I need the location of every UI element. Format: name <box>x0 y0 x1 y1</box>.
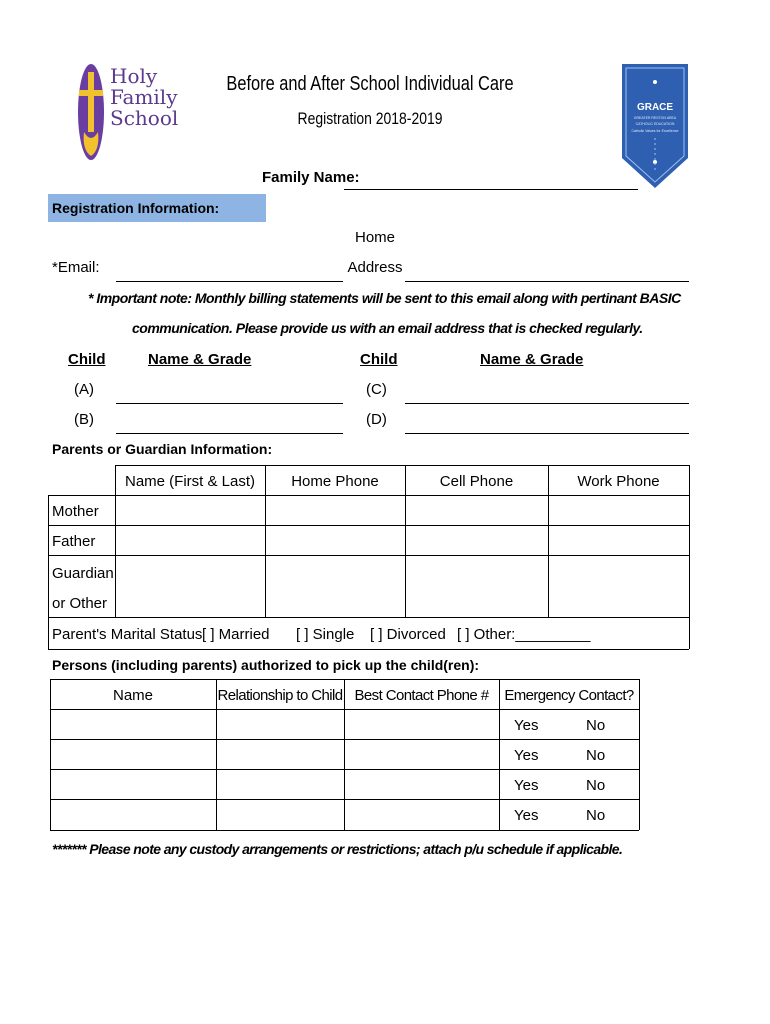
pickup-col-name: Name <box>112 687 153 704</box>
grace-banner-motto: Catholic Values for Excellence <box>631 129 679 133</box>
custody-note: ******* Please note any custody arrangements or restrictions; attach p/u schedule if applicable. <box>52 841 623 857</box>
father-name-cell[interactable] <box>116 526 264 554</box>
email-label: *Email: <box>52 259 100 276</box>
guardian-col-line <box>689 465 690 649</box>
logo-text-family: Family <box>110 85 178 109</box>
form-subtitle: Registration 2018-2019 <box>297 109 443 128</box>
guardian-col-home-phone: Home Phone <box>291 473 379 490</box>
emergency-no[interactable]: No <box>586 807 606 824</box>
child-c-label: (C) <box>366 381 387 398</box>
guardian-col-work-phone: Work Phone <box>577 473 660 490</box>
home-address-field[interactable] <box>405 281 689 282</box>
child-header-right: Child <box>360 351 398 368</box>
emergency-yes[interactable]: Yes <box>514 777 539 794</box>
pickup-name-cell[interactable] <box>51 710 215 738</box>
pickup-col-line <box>639 679 640 830</box>
name-grade-header-left: Name & Grade <box>148 351 252 368</box>
guardian-name-cell[interactable] <box>116 556 264 616</box>
father-cell-phone-cell[interactable] <box>406 526 547 554</box>
father-work-phone-cell[interactable] <box>549 526 688 554</box>
child-d-field[interactable] <box>405 433 689 434</box>
guardian-row-divider <box>48 617 689 618</box>
row-guardian-line2: or Other <box>52 595 108 612</box>
holy-family-school-logo <box>76 62 179 162</box>
pickup-table-bottom <box>50 830 639 831</box>
child-b-field[interactable] <box>116 433 343 434</box>
pickup-phone-cell[interactable] <box>345 800 498 829</box>
pickup-relationship-cell[interactable] <box>217 770 343 798</box>
emergency-yes[interactable]: Yes <box>514 807 539 824</box>
row-mother: Mother <box>52 503 99 520</box>
emergency-yes[interactable]: Yes <box>514 717 539 734</box>
registration-section-label: Registration Information: <box>52 200 220 216</box>
guardian-table-bottom <box>48 649 689 650</box>
marital-option-single[interactable]: [ ] Single <box>296 626 355 643</box>
guardian-work-phone-cell[interactable] <box>549 556 688 616</box>
guardian-col-line <box>48 495 49 649</box>
logo-text-school: School <box>110 106 179 130</box>
family-name-field[interactable] <box>344 189 638 190</box>
pickup-phone-cell[interactable] <box>345 710 498 738</box>
child-c-field[interactable] <box>405 403 689 404</box>
pickup-col-phone: Best Contact Phone # <box>354 687 489 704</box>
grace-banner-name: GRACE <box>636 102 674 113</box>
marital-option-other[interactable]: [ ] Other:_________ <box>457 626 591 643</box>
emergency-no[interactable]: No <box>586 717 606 734</box>
row-father: Father <box>52 533 96 550</box>
pickup-phone-cell[interactable] <box>345 770 498 798</box>
grace-banner-sub2: CATHOLIC EDUCATION <box>635 122 675 126</box>
pickup-section-label: Persons (including parents) authorized to pick up the child(ren): <box>52 657 480 673</box>
emergency-no[interactable]: No <box>586 777 606 794</box>
guardian-cell-phone-cell[interactable] <box>406 556 547 616</box>
pickup-name-cell[interactable] <box>51 770 215 798</box>
pickup-col-emergency: Emergency Contact? <box>504 687 634 704</box>
pickup-name-cell[interactable] <box>51 800 215 829</box>
mother-name-cell[interactable] <box>116 496 264 524</box>
guardian-home-phone-cell[interactable] <box>266 556 404 616</box>
father-home-phone-cell[interactable] <box>266 526 404 554</box>
guardian-col-name: Name (First & Last) <box>124 473 256 490</box>
child-b-label: (B) <box>74 411 94 428</box>
emergency-yes[interactable]: Yes <box>514 747 539 764</box>
mother-home-phone-cell[interactable] <box>266 496 404 524</box>
marital-option-married[interactable]: [ ] Married <box>202 626 270 643</box>
pickup-relationship-cell[interactable] <box>217 740 343 768</box>
mother-cell-phone-cell[interactable] <box>406 496 547 524</box>
pickup-col-relationship: Relationship to Child <box>217 687 343 704</box>
grace-banner-icon <box>620 62 690 190</box>
logo-text-holy: Holy <box>110 64 158 88</box>
address-label: Address <box>347 259 403 276</box>
marital-status-label: Parent's Marital Status <box>52 626 203 643</box>
name-grade-header-right: Name & Grade <box>480 351 584 368</box>
child-a-field[interactable] <box>116 403 343 404</box>
guardian-section-label: Parents or Guardian Information: <box>52 441 273 457</box>
important-note-line2: communication. Please provide us with an email address that is checked regularly. <box>132 320 643 336</box>
family-name-label: Family Name: <box>262 169 360 186</box>
child-d-label: (D) <box>366 411 387 428</box>
form-title: Before and After School Individual Care <box>226 73 514 95</box>
child-a-label: (A) <box>74 381 94 398</box>
pickup-relationship-cell[interactable] <box>217 710 343 738</box>
home-label: Home <box>354 229 395 246</box>
pickup-phone-cell[interactable] <box>345 740 498 768</box>
row-guardian-line1: Guardian <box>52 565 114 582</box>
marital-option-divorced[interactable]: [ ] Divorced <box>370 626 446 643</box>
mother-work-phone-cell[interactable] <box>549 496 688 524</box>
guardian-table-top <box>115 465 689 466</box>
grace-banner-logo <box>620 62 690 190</box>
child-header-left: Child <box>68 351 106 368</box>
email-field[interactable] <box>116 281 343 282</box>
pickup-relationship-cell[interactable] <box>217 800 343 829</box>
pickup-name-cell[interactable] <box>51 740 215 768</box>
guardian-col-cell-phone: Cell Phone <box>439 473 514 490</box>
important-note-line1: * Important note: Monthly billing statements will be sent to this email along with pertinant BASIC <box>88 290 681 306</box>
emergency-no[interactable]: No <box>586 747 606 764</box>
grace-banner-sub1: GREATER RESTON AREA <box>633 116 677 120</box>
